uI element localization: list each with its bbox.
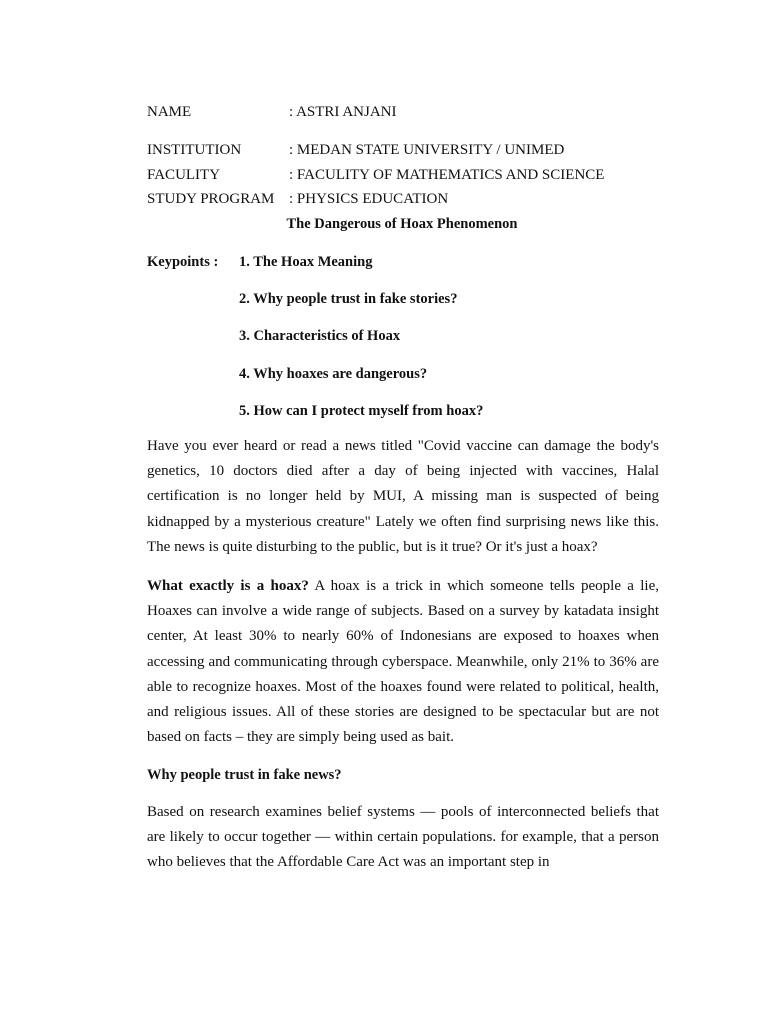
hoax-definition-text: A hoax is a trick in which someone tells people a lie, Hoaxes can involve a wide range of subjects. Based on a survey by katadata insight center, At least 30% to nearly 60% of Indonesians are exposed to hoaxes when accessing and communicating through cyberspace. Meanwhile, only 21% to 36% are able to recognize hoaxes. Most of the hoaxes found were related to political, health, and religious issues. All of these stories are designed to be spectacular but are not based on facts – they are simply being used as bait. [147, 578, 659, 746]
hoax-definition-lead: What exactly is a hoax? [147, 578, 309, 594]
why-trust-paragraph: Based on research examines belief systems — pools of interconnected beliefs that are likely to occur together — within certain populations. for example, that a person who believes that the Affordable Care Act was an important step in [147, 804, 659, 871]
keypoint-item: 1. The Hoax Meaning [239, 254, 373, 270]
hoax-definition-paragraph [147, 574, 659, 750]
header-label: FACULITY [147, 167, 221, 183]
document-title: The Dangerous of Hoax Phenomenon [286, 216, 518, 232]
intro-paragraph: Have you ever heard or read a news titled "Covid vaccine can damage the body's genetics, 10 doctors died after a day of being injected with vaccines, Halal certification is no longer held by MUI, A missing man is suspected of being kidnapped by a mysterious creature" Lately we often find surprising news like this. The news is quite disturbing to the public, but is it true? Or it's just a hoax? [147, 438, 659, 555]
keypoint-item: 5. How can I protect myself from hoax? [239, 403, 484, 419]
keypoint-item: 4. Why hoaxes are dangerous? [239, 366, 428, 382]
header-label: STUDY PROGRAM [147, 191, 275, 207]
header-value: : FACULITY OF MATHEMATICS AND SCIENCE [289, 167, 605, 183]
keypoint-item: 3. Characteristics of Hoax [239, 328, 401, 344]
header-label: INSTITUTION [147, 142, 242, 158]
section-heading-why-trust: Why people trust in fake news? [147, 767, 342, 783]
keypoint-item: 2. Why people trust in fake stories? [239, 291, 458, 307]
header-value: : ASTRI ANJANI [289, 104, 397, 120]
header-value: : MEDAN STATE UNIVERSITY / UNIMED [289, 142, 565, 158]
keypoints-label: Keypoints : [147, 254, 219, 270]
header-value: : PHYSICS EDUCATION [289, 191, 449, 207]
header-label: NAME [147, 104, 192, 120]
